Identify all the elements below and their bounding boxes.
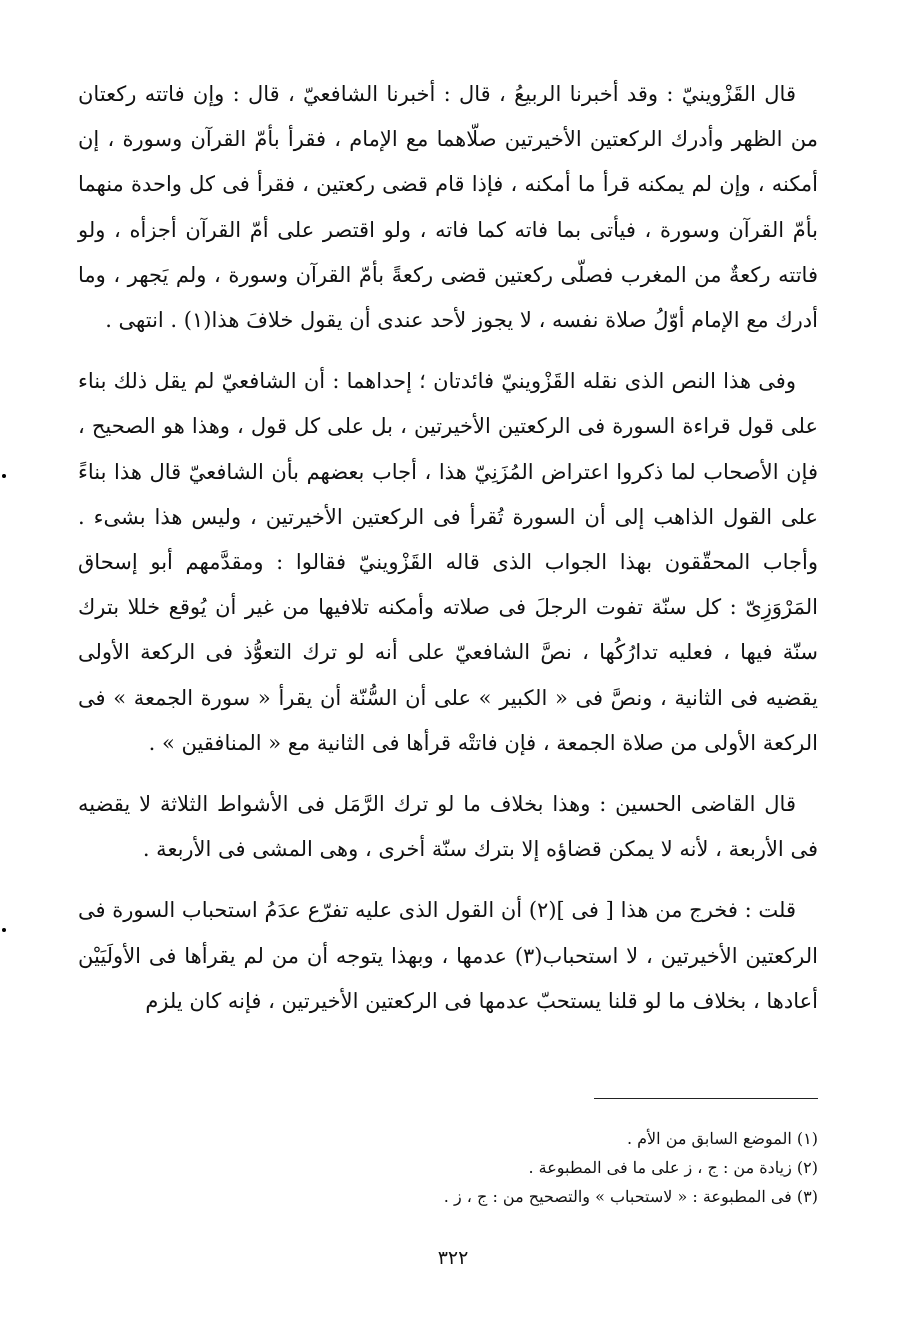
footnote-divider xyxy=(594,1098,818,1099)
main-text xyxy=(78,72,818,1024)
margin-dot xyxy=(2,928,6,932)
paragraph-4: قلت : فخرج من هذا [ فى ](٢) أن القول الذى عليه تفرّع عدَمُ استحباب السورة فى الركعتين الأخيرتين ، لا استحباب(٣) عدمها ، وبهذا يتوجه أن من لم يقرأها فى الأولَيَيْن أعادها ، بخلاف ما لو قلنا يستحبّ عدمها فى الركعتين الأخيرتين ، فإنه كان يلزم xyxy=(78,898,818,1013)
footnote-2: (٢) زيادة من : ج ، ز على ما فى المطبوعة . xyxy=(528,1158,818,1177)
footnote-3: (٣) فى المطبوعة : « لاستحباب » والتصحيح من : ج ، ز . xyxy=(443,1187,818,1206)
paragraph-1: قال القَزْوينيّ : وقد أخبرنا الربيعُ ، قال : أخبرنا الشافعيّ ، قال : وإن فاتته ركعتان من الظهر وأدرك الركعتين الأخيرتين صلّاهما مع الإمام ، فقرأ بأمّ القرآن وسورة ، إن أمكنه ، وإن لم يمكنه قرأ ما أمكنه ، فإذا قام قضى ركعتين ، فقرأ فى كل واحدة منهما بأمّ القرآن وسورة ، فيأتى بما فاته كما فاته ، ولو اقتصر على أمّ القرآن أجزأه ، ولو فاتته ركعةٌ من المغرب فصلّى ركعتين قضى ركعةً بأمّ القرآن وسورة ، ولم يَجهر ، وما أدرك مع الإمام أوّلُ صلاة نفسه ، لا يجوز لأحد عندى أن يقول خلافَ هذا(١) . انتهى . xyxy=(78,82,818,333)
paragraph-2: وفى هذا النص الذى نقله القَزْوينيّ فائدتان ؛ إحداهما : أن الشافعيّ لم يقل ذلك بناء على قول قراءة السورة فى الركعتين الأخيرتين ، بل على كل قول ، وهذا هو الصحيح ، فإن الأصحاب لما ذكروا اعتراض المُزَنِيّ هذا ، أجاب بعضهم بأن الشافعيّ قال هذا بناءً على القول الذاهب إلى أن السورة تُقرأ فى الركعتين الأخيرتين ، وليس هذا بشىء . وأجاب المحقّقون بهذا الجواب الذى قاله القَزْوينيّ فقالوا : ومقدَّمهم أبو إسحاق المَرْوَزِىّ : كل سنّة تفوت الرجلَ فى صلاته وأمكنه تلافيها من غير أن يُوقع خللا بترك سنّة فيها ، فعليه تدارُكُها ، نصَّ الشافعيّ على أنه لو ترك التعوُّذ فى الركعة الأولى يقضيه فى الثانية ، ونصَّ فى « الكبير » على أن السُّنّة أن يقرأ « سورة الجمعة » فى الركعة الأولى من صلاة الجمعة ، فإن فاتتْه قرأها فى الثانية مع « المنافقين » . xyxy=(78,369,818,755)
page-number: ٣٢٢ xyxy=(437,1247,469,1269)
paragraph-3: قال القاضى الحسين : وهذا بخلاف ما لو ترك الرَّمَل فى الأشواط الثلاثة لا يقضيه فى الأربعة ، لأنه لا يمكن قضاؤه إلا بترك سنّة أخرى ، وهى المشى فى الأربعة . xyxy=(78,792,818,862)
margin-dot xyxy=(2,474,6,478)
footnotes xyxy=(78,1124,818,1211)
footnote-1: (١) الموضع السابق من الأم . xyxy=(626,1129,818,1148)
